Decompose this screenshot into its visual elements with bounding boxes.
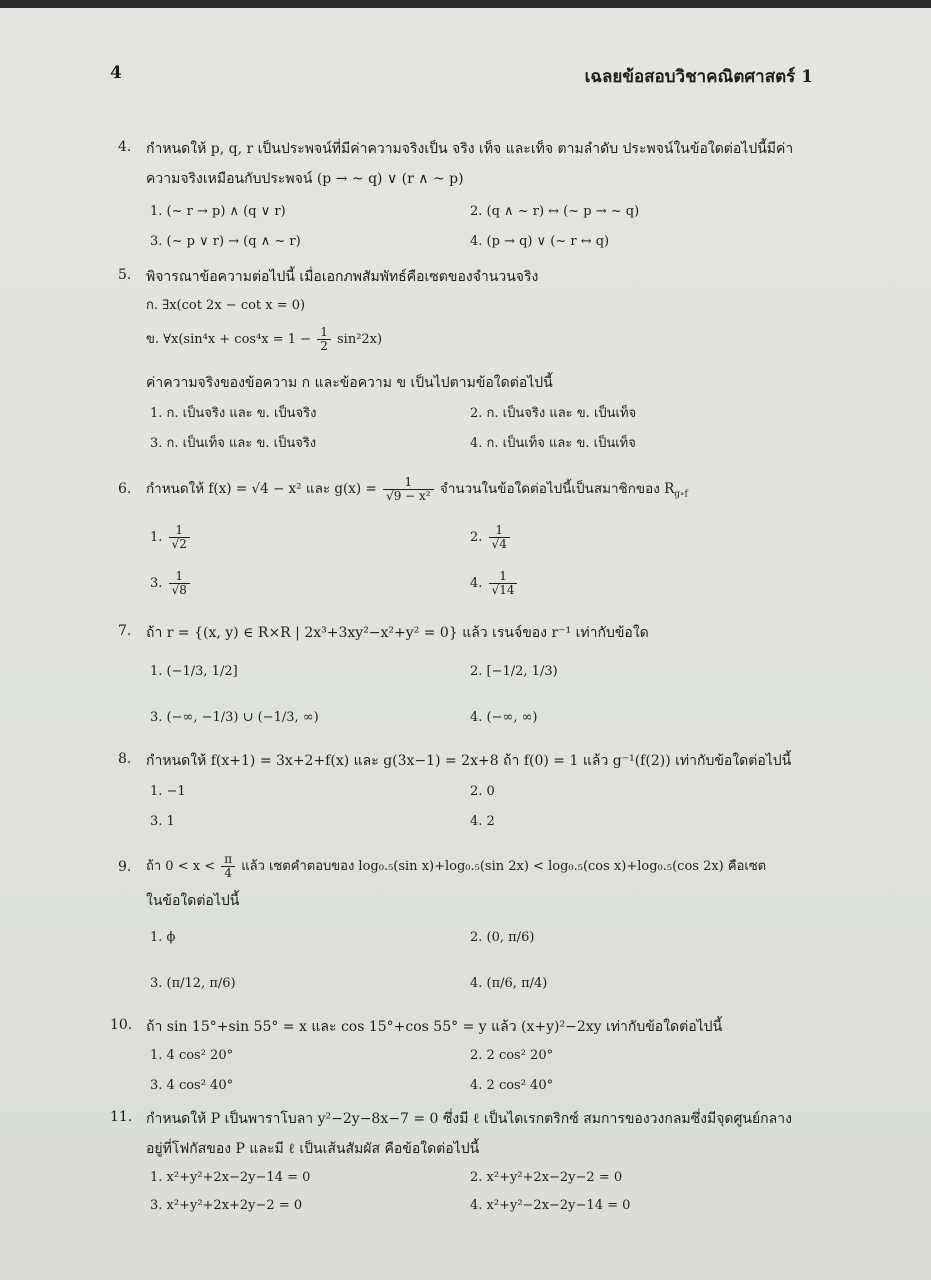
options-row xyxy=(150,660,840,686)
question-stem: กำหนดให้ f(x+1) = 3x+2+f(x) และ g(3x−1) = 2x+8 ถ้า f(0) = 1 แล้ว g⁻¹(f(2)) เท่ากับข้อใดต่อไปนี้ xyxy=(146,753,792,769)
option-2: 2. [−1/2, 1/3) xyxy=(470,664,558,679)
fraction: $\frac{\pi}{4}$ xyxy=(221,853,235,880)
question-number: 6. xyxy=(118,481,132,497)
options-row xyxy=(150,524,840,560)
page-header xyxy=(110,63,813,89)
option-4: 4. x²+y²−2x−2y−14 = 0 xyxy=(470,1198,631,1213)
options-row xyxy=(150,1194,840,1220)
options-row xyxy=(150,1166,840,1192)
option-1: 1. −1 xyxy=(150,784,186,799)
option-4: 4. (−∞, ∞) xyxy=(470,710,538,725)
options-row xyxy=(150,402,840,428)
question-number: 5. xyxy=(118,267,132,283)
option-4: 4. (p → q) ∨ (~ r ↔ q) xyxy=(470,234,610,249)
page-title: เฉลยข้อสอบวิชาคณิตศาสตร์ 1 xyxy=(584,67,813,87)
option-3: 3. 4 cos² 40° xyxy=(150,1078,234,1093)
option-2: 2. (q ∧ ~ r) ↔ (~ p → ~ q) xyxy=(470,204,640,219)
question-number: 7. xyxy=(118,623,132,639)
question-number: 10. xyxy=(110,1017,133,1033)
option-1: 1. (−1/3, 1/2] xyxy=(150,664,238,679)
question-stem: ถ้า sin 15°+sin 55° = x และ cos 15°+cos 55° = y แล้ว (x+y)²−2xy เท่ากับข้อใดต่อไปนี้ xyxy=(146,1019,723,1035)
option-1: 1. 4 cos² 20° xyxy=(150,1048,234,1063)
question-stem-2: ค่าความจริงของข้อความ ก และข้อความ ข เป็นไปตามข้อใดต่อไปนี้ xyxy=(146,375,553,391)
options-row xyxy=(150,570,840,606)
option-1: 1. x²+y²+2x−2y−14 = 0 xyxy=(150,1170,311,1185)
fraction: $\frac{1}{2}$ xyxy=(317,326,331,353)
question-stem: กำหนดให้ P เป็นพาราโบลา y²−2y−8x−7 = 0 ซึ่งมี ℓ เป็นไดเรกตริกซ์ สมการของวงกลมซึ่งมีจุดศูนย์กลาง อยู่ที่โฟกัสของ P และมี ℓ เป็นเส้นสัมผัส คือข้อใดต่อไปนี้ xyxy=(146,1111,792,1157)
options-row xyxy=(150,780,840,806)
option-3: 3. (~ p ∨ r) → (q ∧ ~ r) xyxy=(150,234,301,249)
page xyxy=(0,8,931,1280)
question-stem: ถ้า 0 < x < $\frac{\pi}{4}$ แล้ว เซตคำตอบของ log₀.₅(sin x)+log₀.₅(sin 2x) < log₀.₅(cos x)+log₀.₅(cos 2x) คือเซต xyxy=(146,852,767,880)
option-1: 1. (~ r → p) ∧ (q ∨ r) xyxy=(150,204,286,219)
option-4: 4. ก. เป็นเท็จ และ ข. เป็นเท็จ xyxy=(470,436,636,451)
option-3: 3. (π/12, π/6) xyxy=(150,976,236,991)
question-stem: พิจารณาข้อความต่อไปนี้ เมื่อเอกภพสัมพัทธ์คือเซตของจำนวนจริง xyxy=(146,269,539,285)
page-number: 4 xyxy=(110,63,122,83)
option-2: 2. $\frac{1}{√4}$ xyxy=(470,524,512,551)
options-row xyxy=(150,706,840,732)
option-3: 3. 1 xyxy=(150,814,175,829)
option-1: 1. ϕ xyxy=(150,930,176,945)
option-3: 3. x²+y²+2x+2y−2 = 0 xyxy=(150,1198,303,1213)
question-stem: กำหนดให้ f(x) = √4 − x² และ g(x) = $\frac{1}{\text{√9 − x²}}$ จำนวนในข้อใดต่อไปนี้เป็นสมาชิกของ $R_{g\circ f}$ xyxy=(146,475,688,503)
option-3: 3. $\frac{1}{√8}$ xyxy=(150,570,192,597)
option-2: 2. x²+y²+2x−2y−2 = 0 xyxy=(470,1170,623,1185)
option-4: 4. $\frac{1}{√14}$ xyxy=(470,570,519,597)
options-row xyxy=(150,972,840,998)
fraction: $\frac{1}{\text{√9 − x²}}$ xyxy=(383,476,434,503)
options-row xyxy=(150,926,840,952)
question-number: 4. xyxy=(118,139,132,155)
option-2: 2. 2 cos² 20° xyxy=(470,1048,554,1063)
options-row xyxy=(150,1044,840,1070)
option-4: 4. 2 cos² 40° xyxy=(470,1078,554,1093)
option-1: 1. ก. เป็นจริง และ ข. เป็นจริง xyxy=(150,406,317,421)
option-3: 3. ก. เป็นเท็จ และ ข. เป็นจริง xyxy=(150,436,317,451)
option-4: 4. 2 xyxy=(470,814,495,829)
options-row xyxy=(150,1074,840,1100)
question-number: 11. xyxy=(110,1109,133,1125)
question-number: 8. xyxy=(118,751,132,767)
question-stem: ถ้า r = {(x, y) ∈ R×R | 2x³+3xy²−x²+y² = 0} แล้ว เรนจ์ของ r⁻¹ เท่ากับข้อใด xyxy=(146,625,649,641)
question-stem: กำหนดให้ p, q, r เป็นประพจน์ที่มีค่าความจริงเป็น จริง เท็จ และเท็จ ตามลำดับ ประพจน์ในข้อใดต่อไปนี้มีค่า ความจริงเหมือนกับประพจน์ (p → ~ q) ∨ (r ∧ ~ p) xyxy=(146,141,794,187)
option-2: 2. 0 xyxy=(470,784,495,799)
options-row xyxy=(150,230,840,256)
option-4: 4. (π/6, π/4) xyxy=(470,976,548,991)
question-number: 9. xyxy=(118,859,132,875)
option-1: 1. $\frac{1}{√2}$ xyxy=(150,524,192,551)
option-2: 2. ก. เป็นจริง และ ข. เป็นเท็จ xyxy=(470,406,637,421)
question-stem-2: ในข้อใดต่อไปนี้ xyxy=(146,893,240,909)
option-3: 3. (−∞, −1/3) ∪ (−1/3, ∞) xyxy=(150,710,319,725)
option-2: 2. (0, π/6) xyxy=(470,930,535,945)
statement-a: ก. ∃x(cot 2x − cot x = 0) xyxy=(146,298,306,313)
options-row xyxy=(150,200,840,226)
options-row xyxy=(150,810,840,836)
statement-b: ข. ∀x(sin⁴x + cos⁴x = 1 − $\frac{1}{2}$ sin²2x) xyxy=(146,325,383,353)
options-row xyxy=(150,432,840,458)
